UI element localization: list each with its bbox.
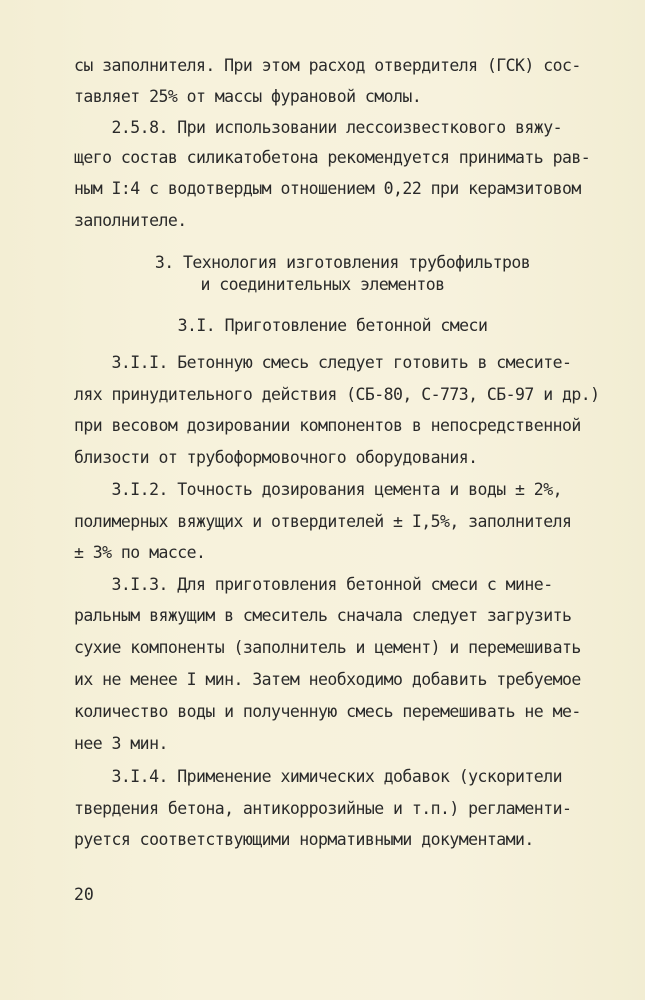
- text-line: 3.I.4. Применение химических добавок (ускорители: [74, 767, 562, 786]
- text-line: сы заполнителя. При этом расход отвердителя (ГСК) сос-: [74, 56, 581, 75]
- page-number: 20: [74, 885, 94, 904]
- section-heading: 3. Технология изготовления трубофильтров: [154, 253, 531, 272]
- text-line: при весовом дозировании компонентов в непосредственной: [74, 416, 581, 435]
- text-line: ± 3% по массе.: [74, 543, 206, 562]
- text-line: щего состав силикатобетона рекомендуется принимать рав-: [74, 148, 591, 167]
- text-line: 3.I.2. Точность дозирования цемента и воды ± 2%,: [74, 480, 562, 499]
- section-heading-continued: и соединительных элементов: [200, 275, 445, 294]
- text-line: количество воды и полученную смесь перемешивать не ме-: [74, 702, 581, 721]
- text-line: лях принудительного действия (СБ-80, С-773, СБ-97 и др.): [74, 385, 600, 404]
- text-line: их не менее I мин. Затем необходимо добавить требуемое: [74, 670, 581, 689]
- text-line: 3.I.3. Для приготовления бетонной смеси с мине-: [74, 575, 553, 594]
- text-line: сухие компоненты (заполнитель и цемент) и перемешивать: [74, 638, 581, 657]
- text-line: полимерных вяжущих и отвердителей ± I,5%, заполнителя: [74, 512, 572, 531]
- text-line: нее 3 мин.: [74, 734, 168, 753]
- text-line: ным I:4 с водотвердым отношением 0,22 при керамзитовом: [74, 179, 581, 198]
- text-line: 3.I.I. Бетонную смесь следует готовить в смесите-: [74, 353, 572, 372]
- text-line: ральным вяжущим в смеситель сначала следует загрузить: [74, 606, 572, 625]
- subsection-heading: 3.I. Приготовление бетонной смеси: [177, 316, 488, 335]
- text-line: тавляет 25% от массы фурановой смолы.: [74, 87, 422, 106]
- text-line: близости от трубоформовочного оборудования.: [74, 448, 478, 467]
- text-line: 2.5.8. При использовании лессоизвесткового вяжу-: [74, 118, 562, 137]
- text-line: твердения бетона, антикоррозийные и т.п.) регламенти-: [74, 799, 572, 818]
- text-line: заполнителе.: [74, 211, 187, 230]
- text-line: руется соответствующими нормативными документами.: [74, 830, 534, 849]
